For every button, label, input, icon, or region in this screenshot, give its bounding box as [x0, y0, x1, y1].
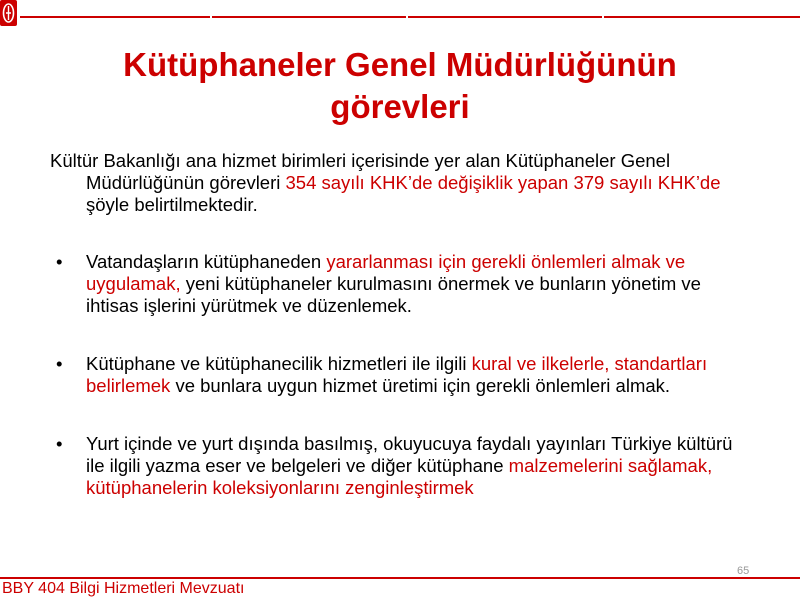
- slide-body: [50, 150, 750, 499]
- top-divider-segment: [408, 16, 602, 18]
- bullet-text: yeni kütüphaneler kurulmasını önermek ve bunların yönetim ve ihtisas işlerini yürütmek ve düzenlemek.: [86, 273, 701, 316]
- bullet-highlight: yararlanması için gerekli önlemleri almak ve uygulamak,: [86, 251, 686, 294]
- bullet-icon: •: [56, 433, 63, 454]
- bullet-item: [50, 353, 750, 397]
- intro-highlight: 354 sayılı KHK’de değişiklik yapan 379 sayılı KHK’de: [285, 172, 721, 193]
- intro-text: Kültür Bakanlığı ana hizmet birimleri içerisinde yer alan Kütüphaneler Genel Müdürlüğünün görevleri: [50, 150, 671, 193]
- bullet-text: Yurt içinde ve yurt dışında basılmış, okuyucuya faydalı yayınları Türkiye kültürü ile ilgili yazma eser ve belgeleri ve diğer kütüphane: [86, 433, 733, 476]
- bullet-icon: •: [56, 251, 63, 272]
- slide-title: [60, 44, 740, 128]
- university-logo-icon: [0, 0, 17, 26]
- bullet-text: Kütüphane ve kütüphanecilik hizmetleri ile ilgili: [86, 353, 472, 374]
- bottom-divider: [0, 577, 800, 579]
- top-divider-segment: [604, 16, 800, 18]
- page-number: 65: [737, 565, 750, 577]
- slide-title-line: görevleri: [330, 88, 470, 125]
- bullet-item: [50, 251, 750, 317]
- intro-paragraph: [50, 150, 750, 216]
- bullet-highlight: malzemelerini sağlamak, kütüphanelerin koleksiyonlarını zenginleştirmek: [86, 455, 713, 498]
- top-divider-segment: [212, 16, 406, 18]
- top-divider-segment: [20, 16, 210, 18]
- bullet-item: [50, 433, 750, 499]
- bullet-text: ve bunlara uygun hizmet üretimi için gerekli önlemleri almak.: [170, 375, 671, 396]
- bullet-icon: •: [56, 353, 63, 374]
- intro-text: şöyle belirtilmektedir.: [86, 194, 258, 215]
- bullet-highlight: kural ve ilkelerle, standartları belirlemek: [86, 353, 708, 396]
- slide-title-line: Kütüphaneler Genel Müdürlüğünün: [123, 46, 677, 83]
- bullet-text: Vatandaşların kütüphaneden: [86, 251, 327, 272]
- footer-course-title: BBY 404 Bilgi Hizmetleri Mevzuatı: [2, 580, 245, 597]
